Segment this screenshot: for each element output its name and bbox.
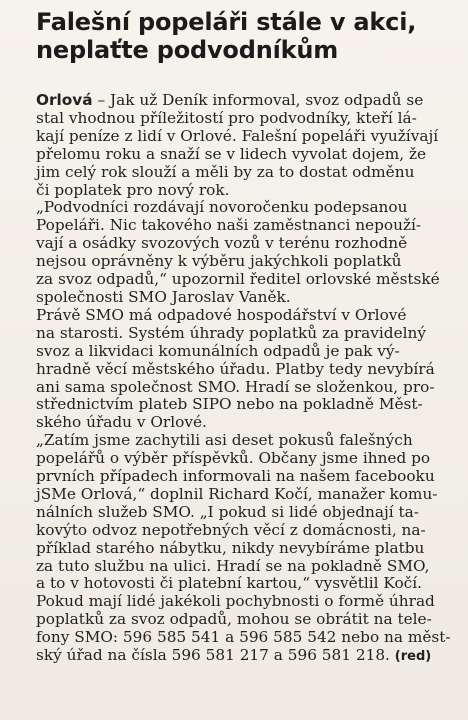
headline-line: neplaťte podvodníkům — [36, 36, 339, 64]
article-paragraph — [36, 307, 454, 432]
article-line: společnosti SMO Jaroslav Vaněk. — [36, 287, 291, 306]
article-line: Pokud mají lidé jakékoli pochybnosti o formě úhrad — [36, 592, 435, 611]
article-line: svoz a likvidaci komunálních odpadů je pak vý- — [36, 341, 400, 360]
article-line: „Zatím jsme zachytili asi deset pokusů falešných — [36, 431, 413, 450]
article-line: Popeláři. Nic takového naši zaměstnanci nepouží- — [36, 216, 422, 235]
article-line: „Podvodníci rozdávají novoročenku podepsanou — [36, 198, 408, 217]
article-line: jim celý rok slouží a měli by za to dostat odměnu — [36, 162, 415, 181]
article-line — [36, 92, 454, 110]
article-line: kovýto odvoz nepotřebných věcí z domácnosti, na- — [36, 520, 426, 539]
article-line: fony SMO: 596 585 541 a 596 585 542 nebo na měst- — [36, 628, 451, 647]
article-line: hradně věcí městského úřadu. Platby tedy nevybírá — [36, 359, 435, 378]
article-line: stal vhodnou příležitostí pro podvodníky, kteří lá- — [36, 108, 417, 127]
article-body — [36, 92, 454, 666]
article-line: střednictvím plateb SIPO nebo na pokladně Měst- — [36, 395, 423, 414]
article-line: ani sama společnost SMO. Hradí se složenkou, pro- — [36, 377, 435, 396]
article-line: za tuto službu na ulici. Hradí se na pokladně SMO, — [36, 556, 430, 575]
article-paragraph — [36, 92, 454, 199]
article-line: Právě SMO má odpadové hospodářství v Orlové — [36, 305, 407, 324]
article-line — [36, 647, 454, 666]
article-line: vají a osádky svozových vozů v terénu rozhodně — [36, 234, 408, 253]
article-line: či poplatek pro nový rok. — [36, 180, 230, 199]
article-paragraph — [36, 199, 454, 306]
article-line: příklad starého nábytku, nikdy nevybíráme platbu — [36, 538, 425, 557]
article-line: přelomu roku a snaží se v lidech vyvolat dojem, že — [36, 144, 427, 163]
lead-text: – Jak už Deník informoval, svoz odpadů se — [92, 91, 424, 109]
article-line: poplatků za svoz odpadů, mohou se obrátit na tele- — [36, 610, 432, 629]
article-paragraph — [36, 432, 454, 666]
article-line: popelářů o výběr příspěvků. Občany jsme ihned po — [36, 449, 431, 468]
article-line: nejsou oprávněny k výběru jakýchkoli poplatků — [36, 252, 402, 271]
article-headline — [36, 8, 454, 64]
article-line: kají peníze z lidí v Orlové. Falešní popeláři využívají — [36, 126, 439, 145]
author-signature: (red) — [394, 649, 432, 665]
article-line: nálních služeb SMO. „I pokud si lidé objednají ta- — [36, 502, 419, 521]
article-line: a to v hotovosti či platební kartou,“ vysvětlil Kočí. — [36, 574, 422, 593]
article-line: ského úřadu v Orlové. — [36, 413, 207, 432]
article-line: na starosti. Systém úhrady poplatků za pravidelný — [36, 323, 427, 342]
article-line: za svoz odpadů,“ upozornil ředitel orlovské městské — [36, 270, 440, 289]
article-line: jSMe Orlová,“ doplnil Richard Kočí, manažer komu- — [36, 484, 438, 503]
closing-text: ský úřad na čísla 596 581 217 a 596 581 218. — [36, 646, 395, 665]
headline-line: Falešní popeláři stále v akci, — [36, 8, 417, 36]
location-name: Orlová — [36, 91, 93, 109]
article-line: prvních případech informovali na našem facebooku — [36, 467, 435, 486]
